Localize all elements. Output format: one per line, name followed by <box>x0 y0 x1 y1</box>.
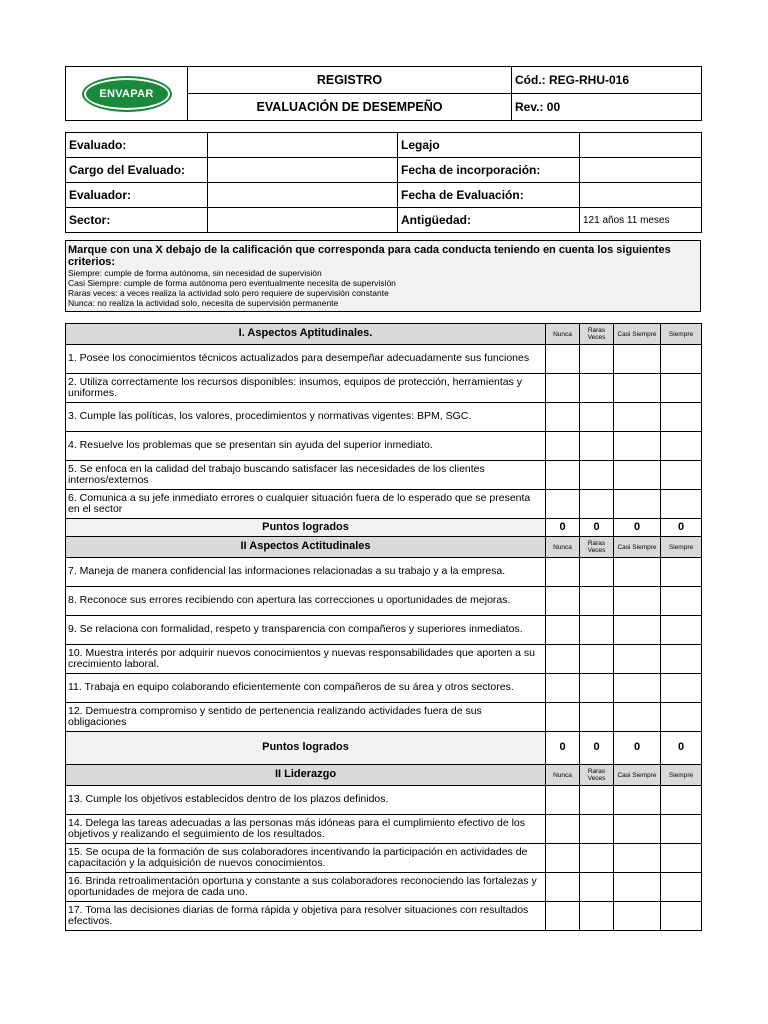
totals-label: Puntos logrados <box>66 519 546 537</box>
rating-casi-siempre-cell[interactable] <box>614 703 661 732</box>
sector-label: Sector: <box>66 208 208 233</box>
rating-casi-siempre-cell[interactable] <box>614 902 661 931</box>
rating-siempre-cell[interactable] <box>661 616 702 645</box>
table-row <box>66 374 702 403</box>
rating-nunca-cell[interactable] <box>546 902 580 931</box>
rating-casi-siempre-cell[interactable] <box>614 558 661 587</box>
rating-nunca-cell[interactable] <box>546 786 580 815</box>
rating-siempre-cell[interactable] <box>661 786 702 815</box>
criterion-text: 2. Utiliza correctamente los recursos disponibles: insumos, equipos de protección, herramientas y uniformes. <box>66 374 546 403</box>
rating-casi-siempre-cell[interactable] <box>614 645 661 674</box>
criterio-siempre: Siempre: cumple de forma autónoma, sin necesidad de supervisión <box>68 268 322 278</box>
table-row <box>66 873 702 902</box>
table-row <box>66 703 702 732</box>
fecha-evaluacion-field[interactable] <box>580 183 702 208</box>
rating-raras-veces-cell[interactable] <box>580 587 614 616</box>
criterio-casi-siempre: Casi Siempre: cumple de forma autónoma pero eventualmente necesita de supervisión <box>68 278 396 288</box>
total-raras-veces: 0 <box>580 519 614 537</box>
rating-siempre-cell[interactable] <box>661 374 702 403</box>
scale-siempre: Siempre <box>661 537 702 558</box>
table-row <box>66 674 702 703</box>
evaluado-field[interactable] <box>208 133 398 158</box>
criterion-text: 3. Cumple las políticas, los valores, procedimientos y normativas vigentes: BPM, SGC. <box>66 403 546 432</box>
rating-nunca-cell[interactable] <box>546 490 580 519</box>
totals-label: Puntos logrados <box>66 732 546 765</box>
rating-siempre-cell[interactable] <box>661 490 702 519</box>
scale-siempre: Siempre <box>661 765 702 786</box>
total-nunca: 0 <box>546 519 580 537</box>
total-siempre: 0 <box>661 519 702 537</box>
table-row <box>66 815 702 844</box>
rating-nunca-cell[interactable] <box>546 645 580 674</box>
rating-siempre-cell[interactable] <box>661 674 702 703</box>
table-row <box>66 902 702 931</box>
criterion-text: 4. Resuelve los problemas que se presentan sin ayuda del superior inmediato. <box>66 432 546 461</box>
criterion-text: 15. Se ocupa de la formación de sus colaboradores incentivando la participación en actividades de capacitación y la adquisición de nuevos conocimientos. <box>66 844 546 873</box>
criterio-nunca: Nunca: no realiza la actividad solo, necesita de supervisión permanente <box>68 298 339 308</box>
rating-siempre-cell[interactable] <box>661 403 702 432</box>
criterion-text: 12. Demuestra compromiso y sentido de pertenencia realizando actividades fuera de sus obligaciones <box>66 703 546 732</box>
rating-nunca-cell[interactable] <box>546 374 580 403</box>
rating-casi-siempre-cell[interactable] <box>614 461 661 490</box>
criterion-text: 11. Trabaja en equipo colaborando eficientemente con compañeros de su área y otros sectores. <box>66 674 546 703</box>
total-casi-siempre: 0 <box>614 519 661 537</box>
document-title: EVALUACIÓN DE DESEMPEÑO <box>188 94 512 121</box>
rating-raras-veces-cell[interactable] <box>580 674 614 703</box>
table-row <box>66 645 702 674</box>
rating-raras-veces-cell[interactable] <box>580 786 614 815</box>
criterio-raras-veces: Raras veces: a veces realiza la actividad solo pero requiere de supervisión constante <box>68 288 389 298</box>
table-row <box>66 490 702 519</box>
rating-siempre-cell[interactable] <box>661 645 702 674</box>
rating-raras-veces-cell[interactable] <box>580 616 614 645</box>
envapar-logo: ENVAPAR <box>82 76 172 112</box>
criterion-text: 9. Se relaciona con formalidad, respeto y transparencia con compañeros y superiores inmediatos. <box>66 616 546 645</box>
rating-casi-siempre-cell[interactable] <box>614 873 661 902</box>
scale-raras-veces: Raras Veces <box>580 537 614 558</box>
antiguedad-label: Antigüedad: <box>398 208 580 233</box>
table-row <box>66 403 702 432</box>
legajo-field[interactable] <box>580 133 702 158</box>
rating-casi-siempre-cell[interactable] <box>614 786 661 815</box>
evaluado-label: Evaluado: <box>66 133 208 158</box>
criterion-text: 6. Comunica a su jefe inmediato errores o cualquier situación fuera de lo esperado que se presenta en el sector <box>66 490 546 519</box>
document-header <box>65 66 702 121</box>
rating-raras-veces-cell[interactable] <box>580 703 614 732</box>
scale-raras-veces: Raras Veces <box>580 765 614 786</box>
rating-raras-veces-cell[interactable] <box>580 558 614 587</box>
total-siempre: 0 <box>661 732 702 765</box>
rating-nunca-cell[interactable] <box>546 587 580 616</box>
rating-raras-veces-cell[interactable] <box>580 902 614 931</box>
rating-raras-veces-cell[interactable] <box>580 345 614 374</box>
scale-raras-veces: Raras Veces <box>580 324 614 345</box>
rating-casi-siempre-cell[interactable] <box>614 815 661 844</box>
criterion-text: 17. Toma las decisiones diarias de forma rápida y objetiva para resolver situaciones con resultados efectivos. <box>66 902 546 931</box>
table-row <box>66 587 702 616</box>
employee-info-table <box>65 132 702 233</box>
rating-siempre-cell[interactable] <box>661 873 702 902</box>
table-row <box>66 558 702 587</box>
evaluation-table <box>65 323 702 931</box>
rating-casi-siempre-cell[interactable] <box>614 674 661 703</box>
rating-raras-veces-cell[interactable] <box>580 645 614 674</box>
criterion-text: 5. Se enfoca en la calidad del trabajo buscando satisfacer las necesidades de los clientes internos/externos <box>66 461 546 490</box>
section-title: II Aspectos Actitudinales <box>66 537 546 558</box>
rating-nunca-cell[interactable] <box>546 432 580 461</box>
rating-casi-siempre-cell[interactable] <box>614 616 661 645</box>
criterion-text: 13. Cumple los objetivos establecidos dentro de los plazos definidos. <box>66 786 546 815</box>
rating-casi-siempre-cell[interactable] <box>614 587 661 616</box>
table-row <box>66 345 702 374</box>
rating-siempre-cell[interactable] <box>661 345 702 374</box>
table-row <box>66 461 702 490</box>
criterion-text: 1. Posee los conocimientos técnicos actualizados para desempeñar adecuadamente sus funciones <box>66 345 546 374</box>
evaluador-field[interactable] <box>208 183 398 208</box>
table-row <box>66 616 702 645</box>
criterion-text: 7. Maneja de manera confidencial las informaciones relacionadas a su trabajo y a la empresa. <box>66 558 546 587</box>
section-header <box>66 537 702 558</box>
fecha-evaluacion-label: Fecha de Evaluación: <box>398 183 580 208</box>
rating-raras-veces-cell[interactable] <box>580 432 614 461</box>
rating-casi-siempre-cell[interactable] <box>614 345 661 374</box>
rating-nunca-cell[interactable] <box>546 844 580 873</box>
rating-raras-veces-cell[interactable] <box>580 490 614 519</box>
document-revision: Rev.: 00 <box>512 94 702 121</box>
fecha-incorporacion-label: Fecha de incorporación: <box>398 158 580 183</box>
rating-raras-veces-cell[interactable] <box>580 873 614 902</box>
table-row <box>66 844 702 873</box>
rating-raras-veces-cell[interactable] <box>580 461 614 490</box>
rating-nunca-cell[interactable] <box>546 403 580 432</box>
criterion-text: 10. Muestra interés por adquirir nuevos conocimientos y nuevas responsabilidades que aporten a su crecimiento laboral. <box>66 645 546 674</box>
scale-nunca: Nunca <box>546 765 580 786</box>
rating-siempre-cell[interactable] <box>661 461 702 490</box>
rating-raras-veces-cell[interactable] <box>580 815 614 844</box>
total-nunca: 0 <box>546 732 580 765</box>
rating-nunca-cell[interactable] <box>546 461 580 490</box>
rating-casi-siempre-cell[interactable] <box>614 432 661 461</box>
scale-casi-siempre: Casi Siempre <box>614 765 661 786</box>
cargo-label: Cargo del Evaluado: <box>66 158 208 183</box>
rating-siempre-cell[interactable] <box>661 558 702 587</box>
rating-casi-siempre-cell[interactable] <box>614 403 661 432</box>
table-row <box>66 432 702 461</box>
rating-nunca-cell[interactable] <box>546 345 580 374</box>
rating-nunca-cell[interactable] <box>546 873 580 902</box>
criterion-text: 14. Delega las tareas adecuadas a las personas más idóneas para el cumplimiento efectivo de los objetivos y realizando el seguimiento de los resultados. <box>66 815 546 844</box>
rating-raras-veces-cell[interactable] <box>580 374 614 403</box>
scale-casi-siempre: Casi Siempre <box>614 537 661 558</box>
totals-row <box>66 732 702 765</box>
rating-siempre-cell[interactable] <box>661 902 702 931</box>
rating-nunca-cell[interactable] <box>546 616 580 645</box>
rating-siempre-cell[interactable] <box>661 587 702 616</box>
total-casi-siempre: 0 <box>614 732 661 765</box>
rating-siempre-cell[interactable] <box>661 844 702 873</box>
section-header <box>66 765 702 786</box>
document-code: Cód.: REG-RHU-016 <box>512 67 702 94</box>
sector-field[interactable] <box>208 208 398 233</box>
rating-nunca-cell[interactable] <box>546 703 580 732</box>
fecha-incorporacion-field[interactable] <box>580 158 702 183</box>
logo-cell <box>66 67 188 121</box>
section-title: I. Aspectos Aptitudinales. <box>66 324 546 345</box>
antiguedad-field[interactable]: 121 años 11 meses <box>580 208 702 233</box>
scale-casi-siempre: Casi Siempre <box>614 324 661 345</box>
instructions-main: Marque con una X debajo de la calificación que corresponda para cada conducta teniendo en cuenta los siguientes criterios: <box>68 244 671 268</box>
evaluador-label: Evaluador: <box>66 183 208 208</box>
document-type: REGISTRO <box>188 67 512 94</box>
rating-nunca-cell[interactable] <box>546 558 580 587</box>
totals-row <box>66 519 702 537</box>
rating-nunca-cell[interactable] <box>546 674 580 703</box>
rating-casi-siempre-cell[interactable] <box>614 844 661 873</box>
section-title: II Liderazgo <box>66 765 546 786</box>
section-header <box>66 324 702 345</box>
instructions-box <box>65 240 701 312</box>
table-row <box>66 786 702 815</box>
rating-siempre-cell[interactable] <box>661 703 702 732</box>
rating-siempre-cell[interactable] <box>661 815 702 844</box>
cargo-field[interactable] <box>208 158 398 183</box>
scale-nunca: Nunca <box>546 324 580 345</box>
criterion-text: 16. Brinda retroalimentación oportuna y constante a sus colaboradores reconociendo las fortalezas y oportunidades de mejora de cada uno. <box>66 873 546 902</box>
rating-raras-veces-cell[interactable] <box>580 844 614 873</box>
rating-casi-siempre-cell[interactable] <box>614 490 661 519</box>
total-raras-veces: 0 <box>580 732 614 765</box>
scale-siempre: Siempre <box>661 324 702 345</box>
scale-nunca: Nunca <box>546 537 580 558</box>
rating-raras-veces-cell[interactable] <box>580 403 614 432</box>
rating-casi-siempre-cell[interactable] <box>614 374 661 403</box>
rating-siempre-cell[interactable] <box>661 432 702 461</box>
legajo-label: Legajo <box>398 133 580 158</box>
criterion-text: 8. Reconoce sus errores recibiendo con apertura las correcciones u oportunidades de mejoras. <box>66 587 546 616</box>
rating-nunca-cell[interactable] <box>546 815 580 844</box>
